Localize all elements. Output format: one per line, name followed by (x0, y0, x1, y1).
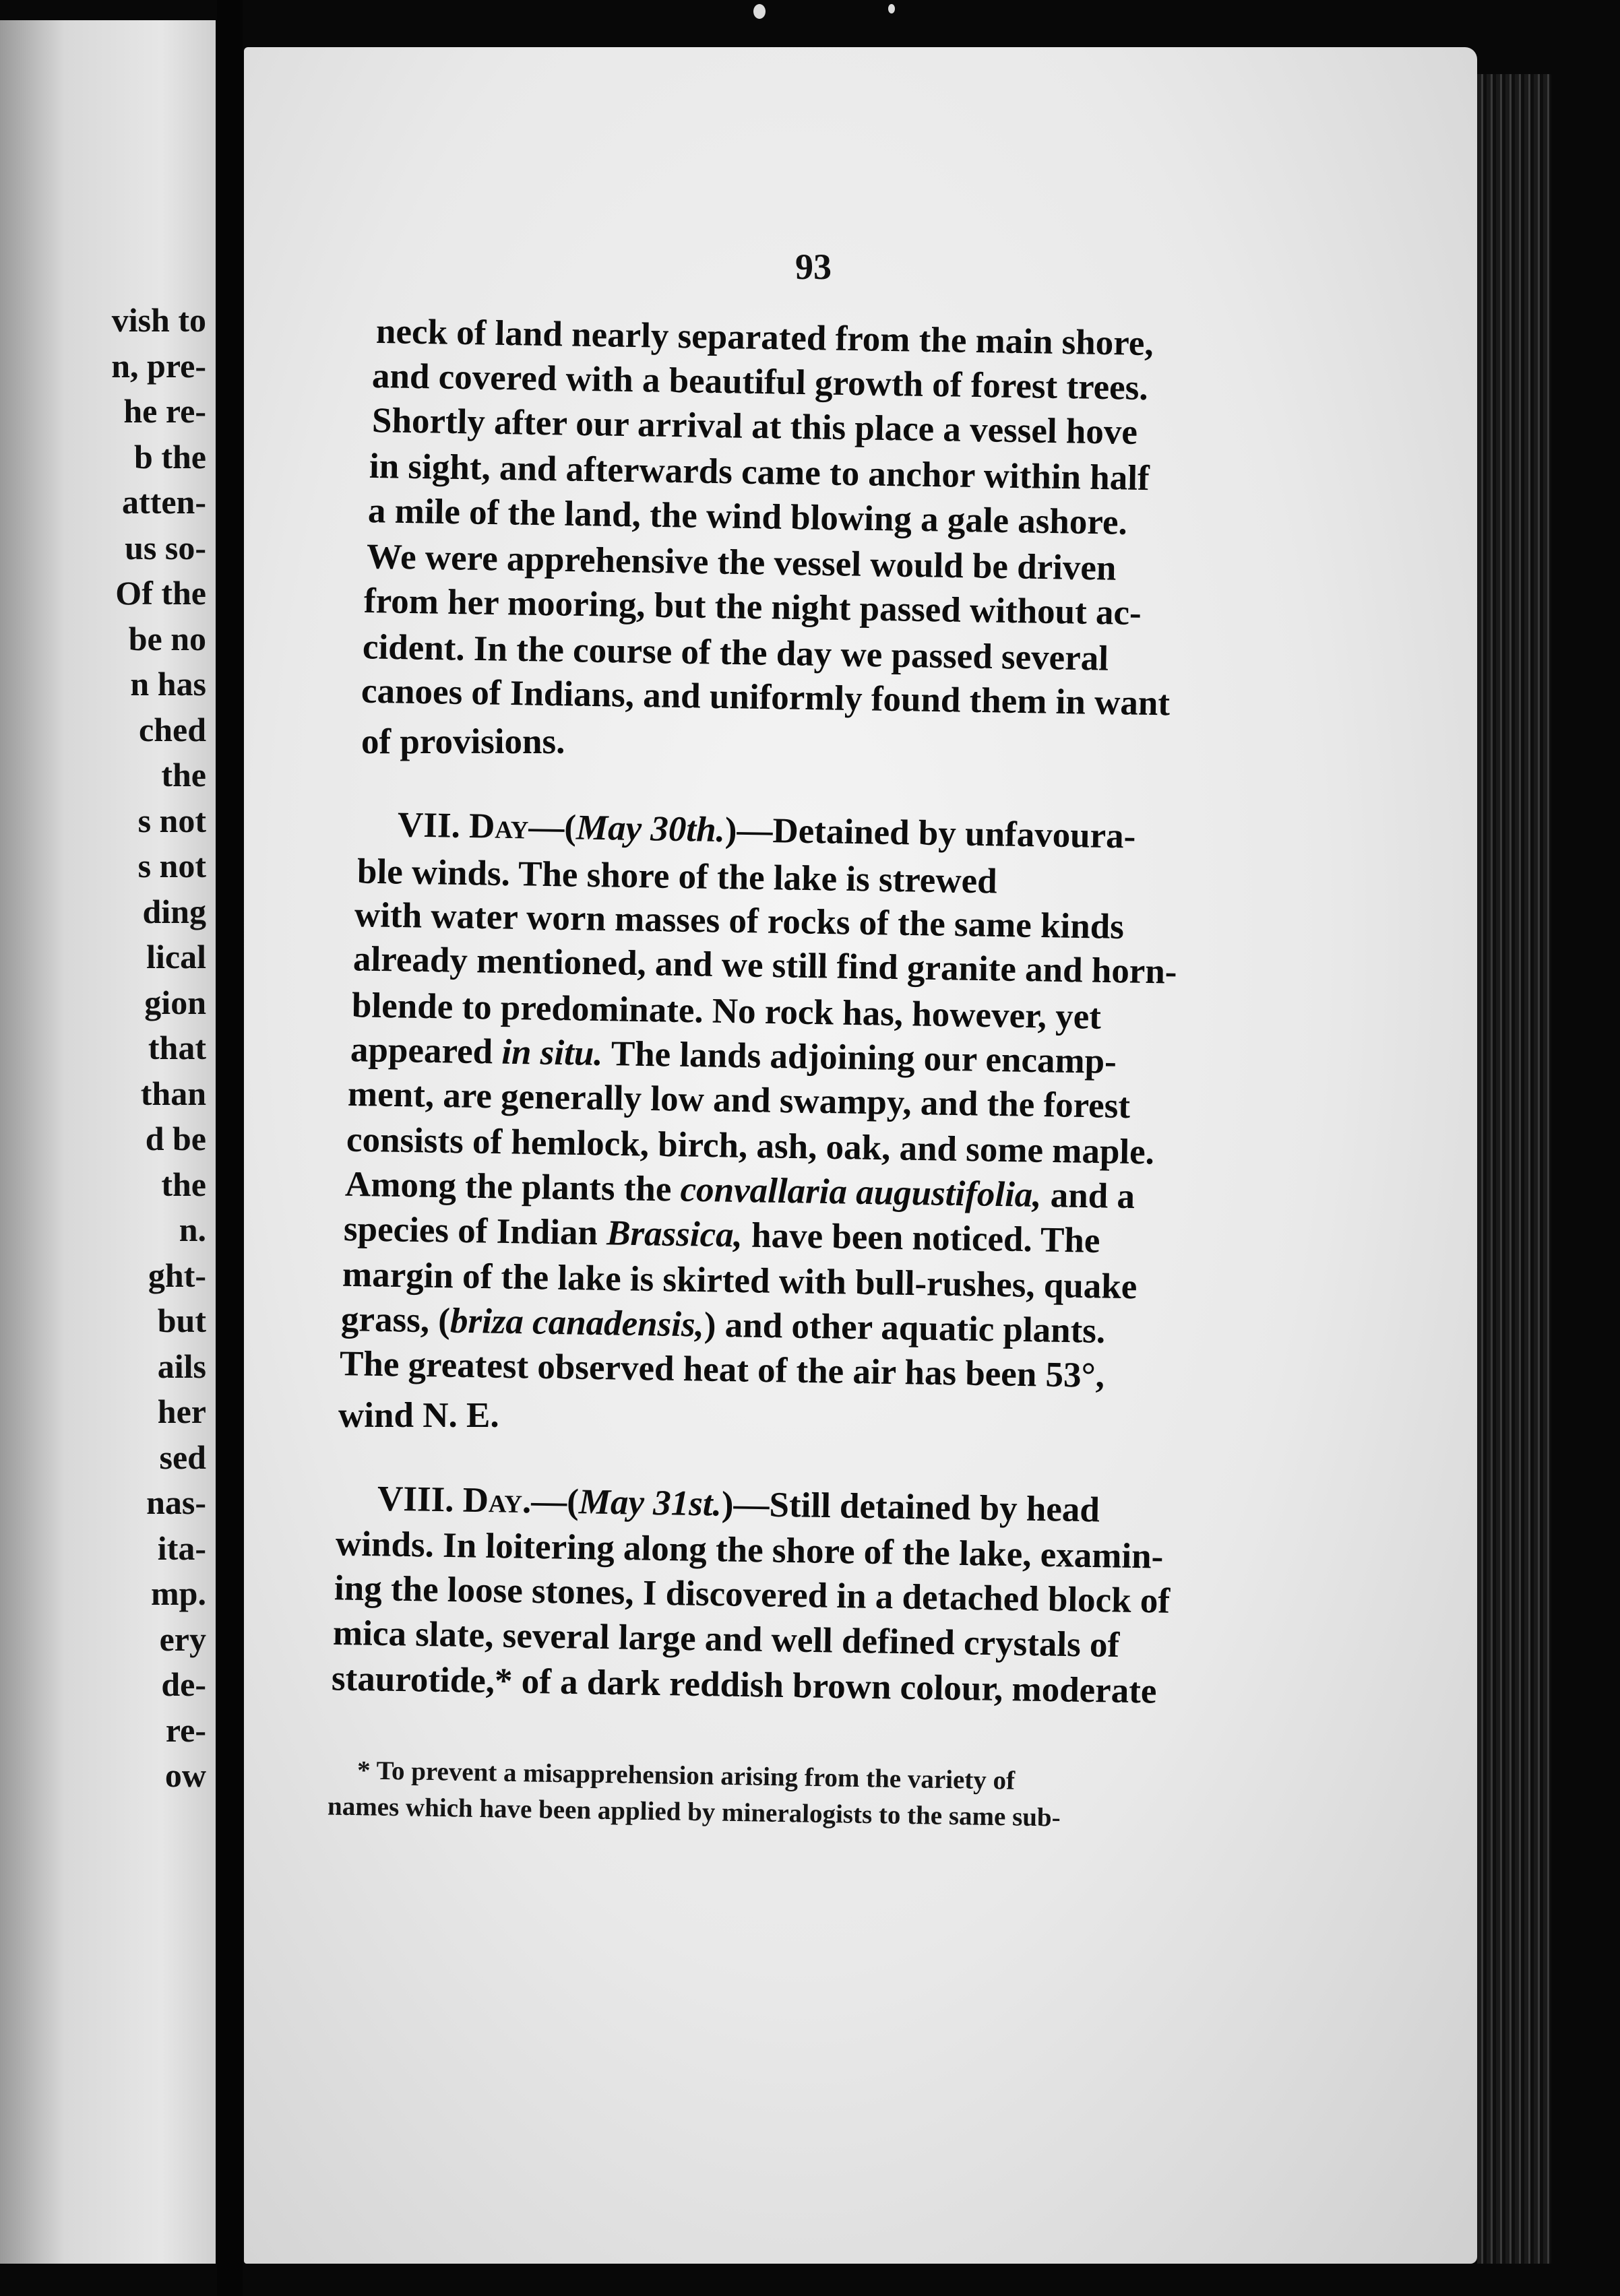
left-page-fragment-line: sed (159, 1438, 206, 1476)
text-line: with water worn masses of rocks of the same kinds (354, 895, 1125, 947)
text-run: —Detained by unfavoura- (737, 810, 1136, 856)
day-label: Day. (462, 1480, 532, 1521)
text-line: a mile of the land, the wind blowing a gale ashore. (367, 491, 1128, 542)
left-page-fragment-line: gion (144, 983, 206, 1021)
left-page-fragment-line: ails (157, 1347, 206, 1385)
day-date: May 30th. (575, 808, 726, 850)
left-page-fragment-line: n. (179, 1211, 206, 1248)
ink-blot (753, 4, 766, 19)
left-page-fragment-line: n has (130, 665, 206, 703)
day-date: May 31st. (578, 1482, 722, 1524)
italic-term: in situ. (501, 1032, 604, 1073)
left-page-fragment-line: vish to (111, 301, 206, 339)
text-line: in sight, and afterwards came to anchor within half (369, 446, 1150, 499)
left-page-fragment-line: ding (142, 892, 206, 930)
day-number: VIII. (377, 1479, 454, 1520)
left-page-fragment-line: re- (165, 1711, 206, 1749)
left-page-fragment-line: the (161, 756, 206, 794)
text-line: mica slate, several large and well defined crystals of (332, 1613, 1120, 1665)
left-page-fragment-line: her (157, 1393, 206, 1430)
left-page-fragment-line: d be (145, 1120, 206, 1157)
text-line: ing the loose stones, I discovered in a detached block of (334, 1568, 1171, 1621)
day-heading-line: VII. Day—(May 30th.)—Detained by unfavoura- (397, 805, 1136, 856)
left-page-fragment-line: he re- (123, 392, 206, 430)
footnote-line: * To prevent a misapprehension arising from the variety of (356, 1756, 1016, 1795)
left-page-fragment-line: than (140, 1074, 206, 1112)
text-run: ) and other aquatic plants. (704, 1305, 1106, 1351)
left-page-fragment-line: but (157, 1302, 206, 1339)
text-line: Shortly after our arrival at this place a vessel hove (371, 401, 1138, 452)
text-line: winds. In loitering along the shore of the lake, examin- (335, 1524, 1164, 1576)
text-line: We were apprehensive the vessel would be driven (366, 537, 1117, 588)
text-run: grass, ( (340, 1300, 451, 1341)
italic-term: convallaria augustifolia, (680, 1170, 1042, 1215)
text-line: staurotide,* of a dark reddish brown colour, moderate (331, 1659, 1157, 1711)
text-line: consists of hemlock, birch, ash, oak, and some maple. (346, 1120, 1155, 1172)
book-gutter (217, 0, 243, 2296)
text-run: and a (1050, 1176, 1135, 1217)
footnote-line: names which have been applied by mineralogists to the same sub- (327, 1791, 1061, 1832)
day-number: VII. (397, 805, 461, 846)
left-page-fragment-line: mp. (151, 1574, 206, 1612)
left-page-fragment-line: ita- (157, 1529, 206, 1567)
left-page-fragment-line: us so- (125, 528, 206, 567)
left-page-fragment-line: ght- (148, 1256, 206, 1294)
page-edges (1477, 74, 1551, 2264)
text-line: of provisions. (361, 722, 565, 761)
day-heading-line: VIII. Day.—(May 31st.)—Still detained by head (377, 1479, 1100, 1530)
left-page-fragment-line: s not (137, 847, 206, 885)
text-run: have been noticed. The (751, 1215, 1100, 1261)
text-line: from her mooring, but the night passed without ac- (363, 581, 1142, 633)
ink-blot (888, 4, 895, 13)
italic-term: briza canadensis, (449, 1301, 705, 1345)
left-page-fragment-line: nas- (146, 1484, 206, 1521)
text-line: already mentioned, and we still find granite and horn- (352, 939, 1177, 992)
left-page-fragment-line: b the (134, 437, 206, 476)
text-line: and covered with a beautiful growth of forest trees. (371, 356, 1149, 408)
left-page-fragment-line: lical (146, 938, 206, 976)
left-page-fragment-line: de- (161, 1665, 206, 1703)
text-line: cident. In the course of the day we passed several (362, 627, 1109, 678)
left-page-fragment-line: ery (159, 1620, 206, 1658)
text-line: canoes of Indians, and uniformly found them in want (361, 671, 1171, 724)
left-page-fragment-line: atten- (122, 483, 206, 521)
text-run: The lands adjoining our encamp- (611, 1034, 1117, 1081)
text-line: margin of the lake is skirted with bull-rushes, quake (342, 1254, 1138, 1307)
day-label: Day (468, 806, 529, 847)
text-line: ble winds. The shore of the lake is strewed (356, 852, 998, 901)
text-line: blende to predominate. No rock has, however, yet (351, 986, 1102, 1037)
text-run: Among the plants the (344, 1164, 672, 1209)
left-page-fragment-line: ow (164, 1756, 206, 1794)
left-page-fragment-line: Of the (115, 574, 206, 612)
left-page-fragment-line: the (161, 1165, 206, 1203)
left-page-fragment-line: ched (139, 710, 206, 748)
left-page-fragment-line: n, pre- (111, 346, 206, 385)
text-run: species of Indian (343, 1209, 598, 1253)
text-run: appeared (350, 1030, 493, 1072)
text-line: wind N. E. (338, 1396, 499, 1435)
italic-term: Brassica, (606, 1213, 743, 1255)
text-run: —Still detained by head (733, 1484, 1100, 1530)
left-page-fragment-line: be no (128, 619, 206, 658)
page-number: 93 (795, 247, 832, 287)
left-page-fragment-line: s not (137, 801, 206, 839)
left-page-fragment-line: that (148, 1029, 206, 1066)
text-line: neck of land nearly separated from the main shore, (375, 311, 1154, 364)
text-line: The greatest observed heat of the air has been 53°, (339, 1344, 1105, 1395)
text-line: ment, are generally low and swampy, and the forest (347, 1074, 1131, 1126)
